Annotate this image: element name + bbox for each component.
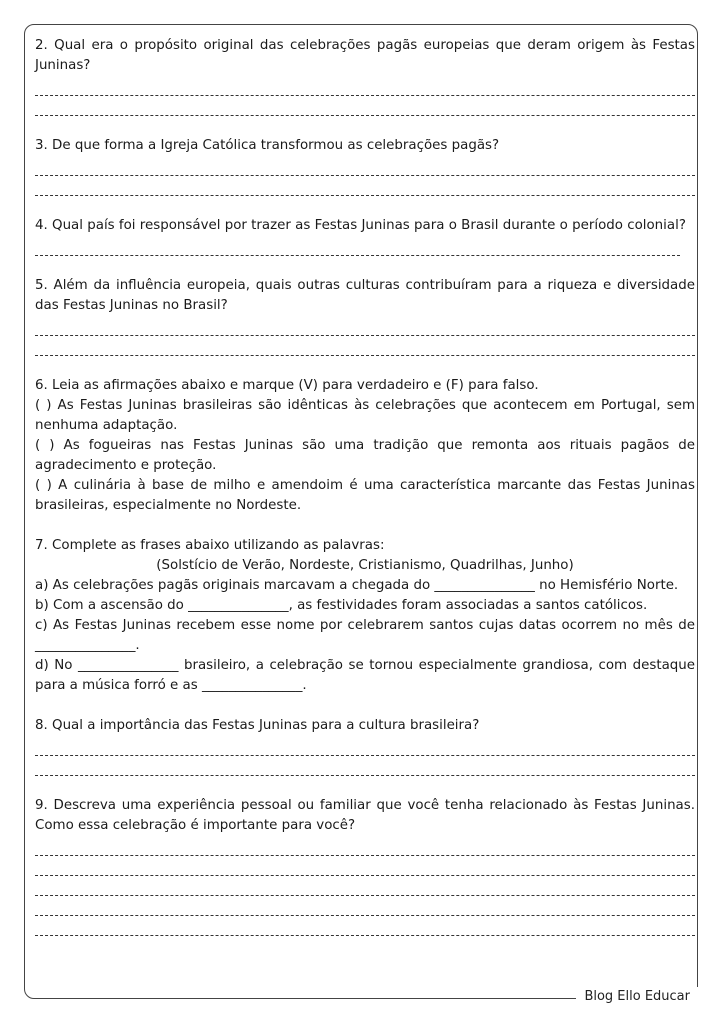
question-3 bbox=[35, 136, 695, 196]
fill-in-item: c) As Festas Juninas recebem esse nome por celebrarem santos cujas datas ocorrem no mês de _______________. bbox=[35, 618, 695, 653]
question-6 bbox=[35, 376, 695, 516]
worksheet bbox=[35, 36, 695, 936]
question-3-text: 3. De que forma a Igreja Católica transformou as celebrações pagãs? bbox=[35, 138, 500, 153]
question-5-text: 5. Além da influência europeia, quais outras culturas contribuíram para a riqueza e diversidade das Festas Juninas no Brasil? bbox=[35, 278, 695, 313]
fill-in-item: a) As celebrações pagãs originais marcavam a chegada do _______________ no Hemisfério Norte. bbox=[35, 578, 679, 593]
answer-line[interactable] bbox=[35, 876, 695, 896]
question-4 bbox=[35, 216, 695, 256]
answer-line[interactable] bbox=[35, 756, 695, 776]
answer-line[interactable] bbox=[35, 736, 695, 756]
answer-line[interactable] bbox=[35, 856, 695, 876]
answer-line[interactable] bbox=[35, 836, 695, 856]
true-false-item: ( ) As Festas Juninas brasileiras são idênticas às celebrações que acontecem em Portugal, sem nenhuma adaptação. bbox=[35, 398, 695, 433]
true-false-item: ( ) A culinária à base de milho e amendoim é uma característica marcante das Festas Juninas brasileiras, especialmente no Nordeste. bbox=[35, 478, 695, 513]
question-4-text: 4. Qual país foi responsável por trazer as Festas Juninas para o Brasil durante o período colonial? bbox=[35, 218, 686, 233]
question-8-text: 8. Qual a importância das Festas Juninas para a cultura brasileira? bbox=[35, 718, 480, 733]
question-8 bbox=[35, 716, 695, 776]
question-2-text: 2. Qual era o propósito original das celebrações pagãs europeias que deram origem às Festas Juninas? bbox=[35, 38, 695, 73]
answer-line[interactable] bbox=[35, 76, 695, 96]
answer-line[interactable] bbox=[35, 96, 695, 116]
question-9 bbox=[35, 796, 695, 936]
fill-in-item: d) No _______________ brasileiro, a celebração se tornou especialmente grandiosa, com destaque para a música forró e as _______________. bbox=[35, 658, 695, 693]
fill-in-item: b) Com a ascensão do _______________, as festividades foram associadas a santos católicos. bbox=[35, 598, 648, 613]
answer-line[interactable] bbox=[35, 176, 695, 196]
question-6-text: 6. Leia as afirmações abaixo e marque (V) para verdadeiro e (F) para falso. bbox=[35, 378, 539, 393]
answer-line[interactable] bbox=[35, 896, 695, 916]
question-2 bbox=[35, 36, 695, 116]
footer-brand: Blog Ello Educar bbox=[576, 987, 698, 1007]
answer-line[interactable] bbox=[35, 316, 695, 336]
answer-line[interactable] bbox=[35, 916, 695, 936]
question-7 bbox=[35, 536, 695, 696]
question-5 bbox=[35, 276, 695, 356]
answer-line[interactable] bbox=[35, 236, 680, 256]
question-9-text: 9. Descreva uma experiência pessoal ou familiar que você tenha relacionado às Festas Juninas. Como essa celebração é importante para você? bbox=[35, 798, 695, 833]
answer-line[interactable] bbox=[35, 336, 695, 356]
true-false-item: ( ) As fogueiras nas Festas Juninas são uma tradição que remonta aos rituais pagãos de agradecimento e proteção. bbox=[35, 438, 695, 473]
question-7-text: 7. Complete as frases abaixo utilizando as palavras: bbox=[35, 538, 385, 553]
word-bank: (Solstício de Verão, Nordeste, Cristianismo, Quadrilhas, Junho) bbox=[156, 558, 574, 573]
answer-line[interactable] bbox=[35, 156, 695, 176]
